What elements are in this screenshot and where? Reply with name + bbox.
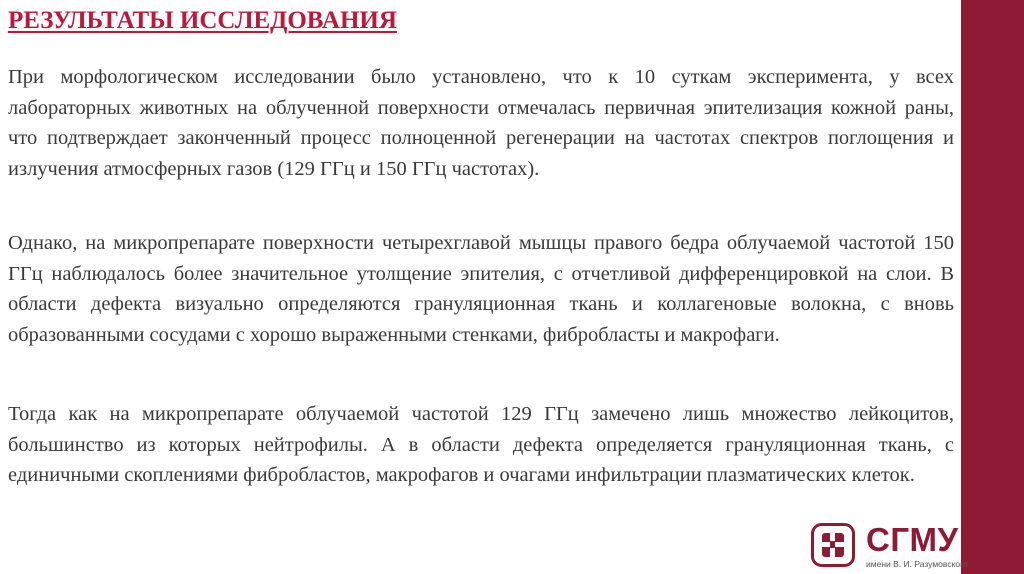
slide-title: РЕЗУЛЬТАТЫ ИССЛЕДОВАНИЯ (8, 7, 397, 34)
paragraph-2: Однако, на микропрепарате поверхности четырехглавой мышцы правого бедра облучаемой частотой 150 ГГц наблюдалось более значительное утолщение эпителия, с отчетливой дифференцировкой на слои. В области дефекта визуально определяются грануляционная ткань и коллагеновые волокна, с вновь образованными сосудами с хорошо выраженными стенками, фибробласты и макрофаги. (8, 232, 954, 346)
university-logo-icon (810, 522, 856, 568)
decorative-side-bar (961, 0, 1024, 574)
university-logo (810, 521, 968, 571)
paragraph-1: При морфологическом исследовании было установлено, что к 10 суткам эксперимента, у всех лабораторных животных на облученной поверхности отмечалась первичная эпителизация кожной раны, что подтверждает законченный процесс полноценной регенерации на частотах спектров поглощения и излучения атмосферных газов (129 ГГц и 150 ГГц частотах). (8, 66, 954, 180)
paragraph-3: Тогда как на микропрепарате облучаемой частотой 129 ГГц замечено лишь множество лейкоцитов, большинство из которых нейтрофилы. А в области дефекта определяется грануляционная ткань, с единичными скоплениями фибробластов, макрофагов и очагами инфильтрации плазматических клеток. (8, 403, 954, 487)
logo-subtitle: имени В. И. Разумовского (866, 559, 968, 569)
logo-name: СГМУ (866, 521, 959, 558)
